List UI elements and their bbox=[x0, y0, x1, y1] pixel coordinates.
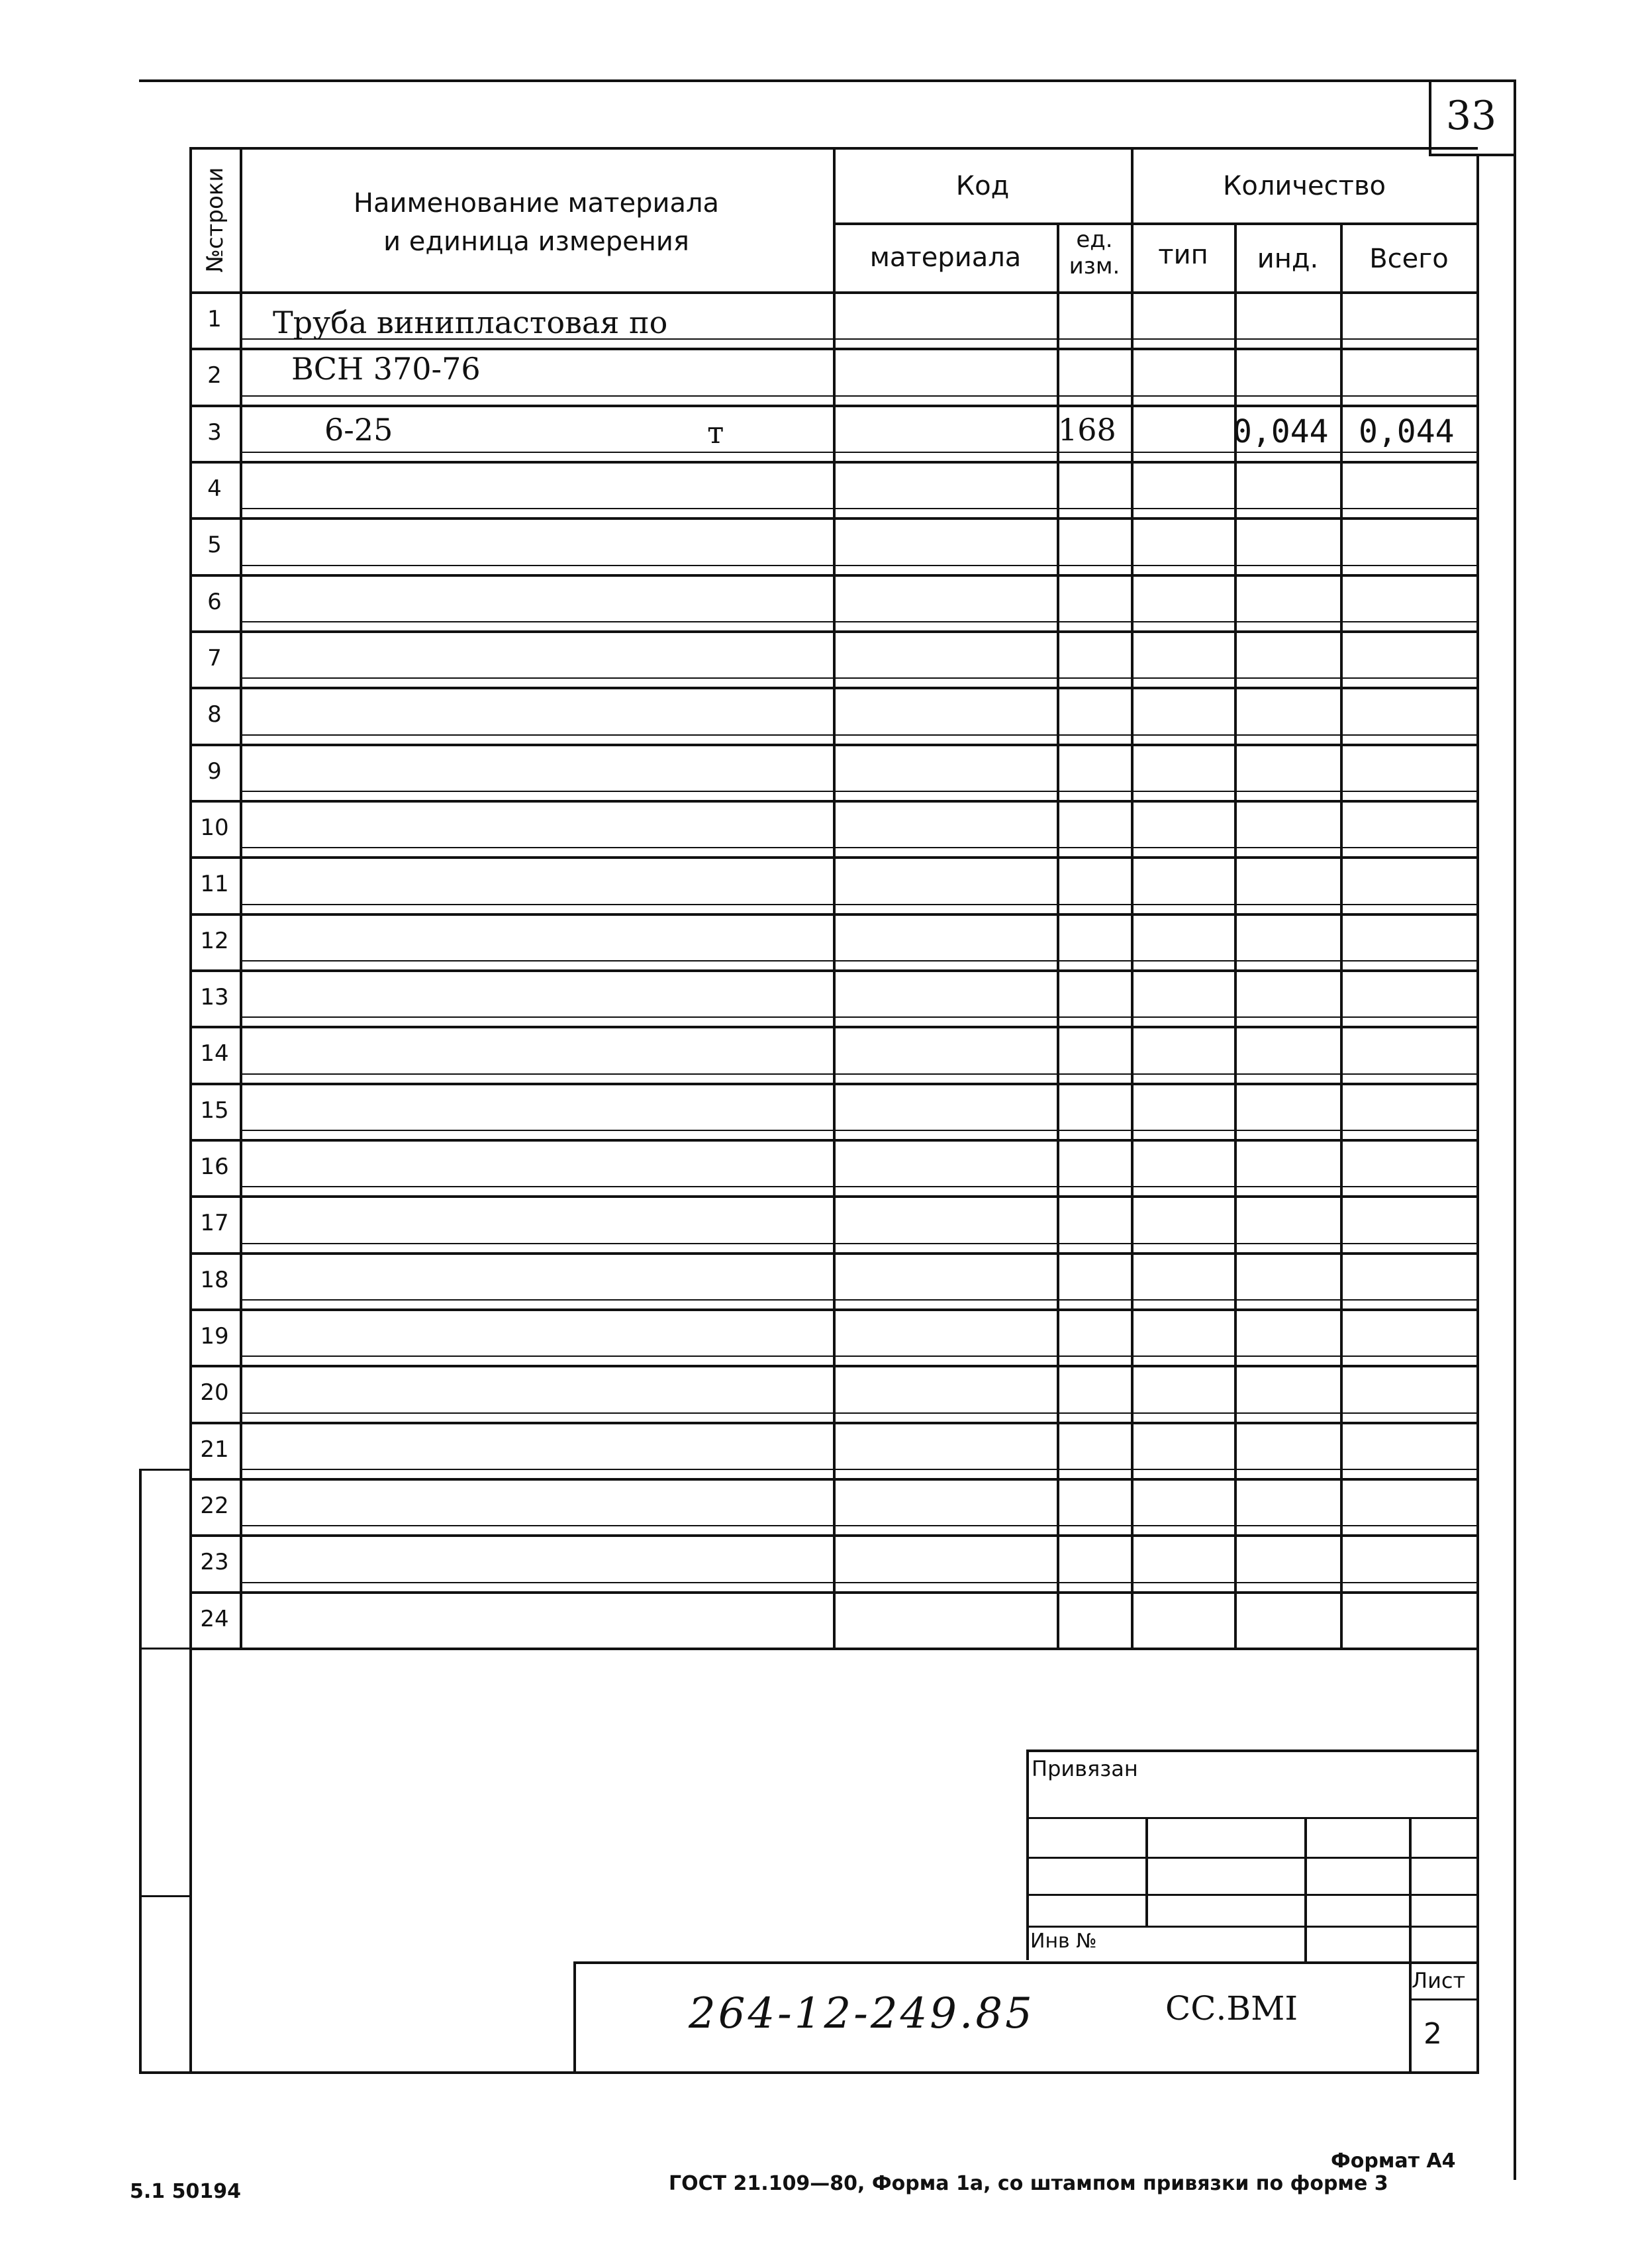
row-subdivider bbox=[240, 1186, 1476, 1187]
qty-ind-header: инд. bbox=[1257, 244, 1319, 274]
code-header: Код bbox=[955, 171, 1010, 201]
row-subdivider bbox=[240, 621, 1476, 622]
row-divider bbox=[189, 913, 1478, 916]
row-number: 11 bbox=[200, 871, 229, 897]
top-border-line bbox=[139, 79, 1516, 82]
row-number: 8 bbox=[207, 701, 222, 728]
binding-margin-left bbox=[139, 1469, 142, 2073]
page-number-box-bottom bbox=[1429, 154, 1516, 156]
title-block-left bbox=[573, 1961, 576, 2073]
row-3-name: 6-25 bbox=[324, 412, 393, 448]
stamp-top bbox=[1026, 1750, 1478, 1752]
row-number-header-cell bbox=[192, 150, 238, 290]
row-subdivider bbox=[240, 904, 1476, 905]
row-number: 13 bbox=[200, 984, 229, 1011]
row-subdivider bbox=[240, 452, 1476, 453]
row-number: 7 bbox=[207, 645, 222, 671]
row-3-total: 0,044 bbox=[1359, 413, 1455, 450]
row-divider bbox=[189, 630, 1478, 633]
stamp-col-1 bbox=[1145, 1817, 1148, 1926]
row-number: 22 bbox=[200, 1493, 229, 1519]
row-divider bbox=[189, 1422, 1478, 1424]
row-divider bbox=[189, 461, 1478, 464]
row-divider bbox=[189, 1534, 1478, 1537]
row-number: 3 bbox=[207, 419, 222, 446]
page-number: 33 bbox=[1445, 93, 1497, 139]
binding-margin-mid2 bbox=[139, 1895, 191, 1897]
row-divider bbox=[189, 1591, 1478, 1594]
row-divider bbox=[189, 744, 1478, 746]
row-subdivider bbox=[240, 960, 1476, 961]
row-number: 6 bbox=[207, 589, 222, 615]
row-number: 1 bbox=[207, 306, 222, 332]
row-divider bbox=[189, 800, 1478, 803]
row-number: 14 bbox=[200, 1040, 229, 1067]
row-divider bbox=[189, 1365, 1478, 1367]
row-subdivider bbox=[240, 1299, 1476, 1301]
document-number: 264-12-249.85 bbox=[689, 1989, 1035, 2038]
row-divider bbox=[189, 574, 1478, 577]
row-divider bbox=[189, 856, 1478, 859]
col-line-ind bbox=[1340, 222, 1343, 1649]
row-subdivider bbox=[240, 791, 1476, 792]
row-divider bbox=[189, 1195, 1478, 1198]
qty-type-header: тип bbox=[1158, 240, 1208, 270]
row-number: 23 bbox=[200, 1549, 229, 1575]
row-subdivider bbox=[240, 508, 1476, 509]
row-number: 5 bbox=[207, 532, 222, 558]
frame-right-long bbox=[1514, 154, 1516, 2180]
row-number: 15 bbox=[200, 1097, 229, 1124]
row-2-name: ВСН 370-76 bbox=[291, 351, 481, 387]
row-subdivider bbox=[240, 734, 1476, 736]
name-header: Наименование материала и единица измерения bbox=[353, 188, 720, 257]
qty-total-header: Всего bbox=[1369, 244, 1449, 274]
row-subdivider bbox=[240, 677, 1476, 679]
stamp-inv-label: Инв № bbox=[1030, 1930, 1097, 1953]
row-number: 19 bbox=[200, 1323, 229, 1350]
row-1-name: Труба винипластовая по bbox=[273, 305, 668, 340]
row-divider bbox=[189, 1478, 1478, 1481]
row-number: 16 bbox=[200, 1154, 229, 1180]
stamp-left bbox=[1026, 1750, 1029, 1960]
row-subdivider bbox=[240, 847, 1476, 848]
row-subdivider bbox=[240, 1469, 1476, 1470]
code-unit-header: ед. изм. bbox=[1069, 226, 1120, 279]
row-divider bbox=[189, 348, 1478, 350]
document-code-left: 5.1 50194 bbox=[130, 2180, 241, 2203]
binding-margin-top bbox=[139, 1469, 191, 1471]
row-subdivider bbox=[240, 1582, 1476, 1583]
sheet-bottom bbox=[139, 2071, 1479, 2074]
sheet-label: Лист bbox=[1412, 1968, 1466, 1993]
title-block-top bbox=[573, 1961, 1478, 1964]
row-3-code-unit: 168 bbox=[1058, 412, 1116, 448]
row-subdivider bbox=[240, 1412, 1476, 1414]
row-divider bbox=[189, 1139, 1478, 1142]
row-number: 10 bbox=[200, 814, 229, 841]
row-subdivider bbox=[240, 1243, 1476, 1244]
row-subdivider bbox=[240, 395, 1476, 397]
row-number: 20 bbox=[200, 1379, 229, 1406]
document-code: СС.ВМI bbox=[1165, 1989, 1298, 2028]
row-divider bbox=[189, 1026, 1478, 1028]
row-divider bbox=[189, 1083, 1478, 1085]
row-number: 4 bbox=[207, 475, 222, 502]
binding-margin-mid1 bbox=[139, 1648, 191, 1650]
row-number: 18 bbox=[200, 1267, 229, 1293]
header-bottom bbox=[189, 291, 1478, 294]
row-subdivider bbox=[240, 1525, 1476, 1526]
frame-right bbox=[1476, 154, 1479, 2073]
row-number: 12 bbox=[200, 928, 229, 954]
row-subdivider bbox=[240, 565, 1476, 566]
row-subdivider bbox=[240, 1356, 1476, 1357]
header-subline bbox=[833, 222, 1478, 225]
sheet-label-line bbox=[1409, 1998, 1478, 2000]
row-number-header: №строки bbox=[202, 167, 228, 273]
quantity-header: Количество bbox=[1222, 171, 1386, 201]
row-number: 21 bbox=[200, 1436, 229, 1463]
row-number: 2 bbox=[207, 362, 222, 389]
gost-label: ГОСТ 21.109—80, Форма 1а, со штампом привязки по форме 3 bbox=[669, 2172, 1388, 2195]
row-number: 24 bbox=[200, 1606, 229, 1632]
stamp-col-3 bbox=[1409, 1817, 1412, 2071]
row-divider bbox=[189, 405, 1478, 407]
row-divider bbox=[189, 687, 1478, 689]
row-divider bbox=[189, 1252, 1478, 1255]
stamp-col-2 bbox=[1304, 1817, 1307, 1963]
row-divider bbox=[189, 517, 1478, 520]
row-subdivider bbox=[240, 1016, 1476, 1018]
stamp-bound-label: Привязан bbox=[1032, 1756, 1138, 1781]
row-3-ind: 0,044 bbox=[1233, 413, 1329, 450]
row-divider bbox=[189, 1308, 1478, 1311]
row-number: 9 bbox=[207, 758, 222, 785]
row-3-unit: т bbox=[707, 415, 724, 450]
sheet-value: 2 bbox=[1424, 2017, 1442, 2051]
page-number-box-right bbox=[1514, 82, 1516, 155]
code-material-header: материала bbox=[869, 242, 1022, 273]
table-bottom bbox=[189, 1648, 1478, 1650]
row-number: 17 bbox=[200, 1210, 229, 1236]
row-divider bbox=[189, 969, 1478, 972]
format-label: Формат А4 bbox=[1331, 2149, 1456, 2173]
row-subdivider bbox=[240, 1073, 1476, 1075]
row-subdivider bbox=[240, 1130, 1476, 1131]
